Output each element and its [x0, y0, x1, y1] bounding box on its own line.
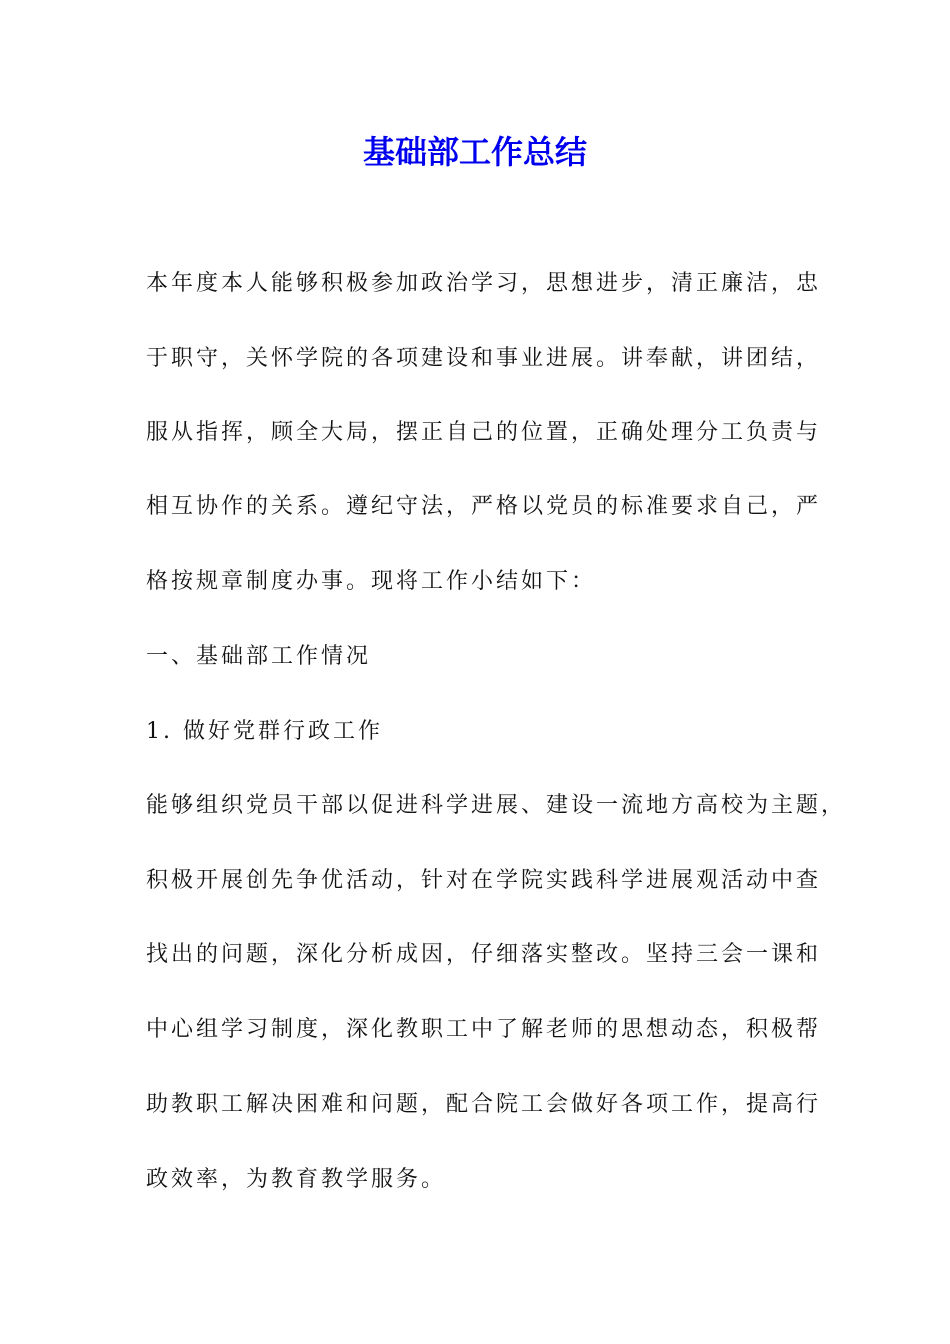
- body-line-7: 积极开展创先争优活动，针对在学院实践科学进展观活动中查: [146, 868, 822, 893]
- subsection-heading-1: 1. 做好党群行政工作: [146, 719, 383, 744]
- body-line-3: 服从指挥，顾全大局，摆正自己的位置，正确处理分工负责与: [146, 420, 822, 445]
- body-line-11: 政效率，为教育教学服务。: [146, 1167, 447, 1192]
- body-line-1: 本年度本人能够积极参加政治学习，思想进步，清正廉洁，忠: [146, 271, 822, 296]
- section-heading-1: 一、基础部工作情况: [146, 644, 372, 669]
- document-title: 基础部工作总结: [362, 133, 587, 171]
- body-line-2: 于职守，关怀学院的各项建设和事业进展。讲奉献，讲团结，: [146, 346, 822, 371]
- body-line-8: 找出的问题，深化分析成因，仔细落实整改。坚持三会一课和: [146, 942, 822, 967]
- body-line-4: 相互协作的关系。遵纪守法，严格以党员的标准要求自己，严: [146, 494, 822, 519]
- body-line-10: 助教职工解决困难和问题，配合院工会做好各项工作，提高行: [146, 1092, 822, 1117]
- body-line-5: 格按规章制度办事。现将工作小结如下：: [146, 569, 597, 594]
- body-line-9: 中心组学习制度，深化教职工中了解老师的思想动态，积极帮: [146, 1017, 822, 1042]
- body-line-6: 能够组织党员干部以促进科学进展、建设一流地方高校为主题，: [146, 793, 847, 818]
